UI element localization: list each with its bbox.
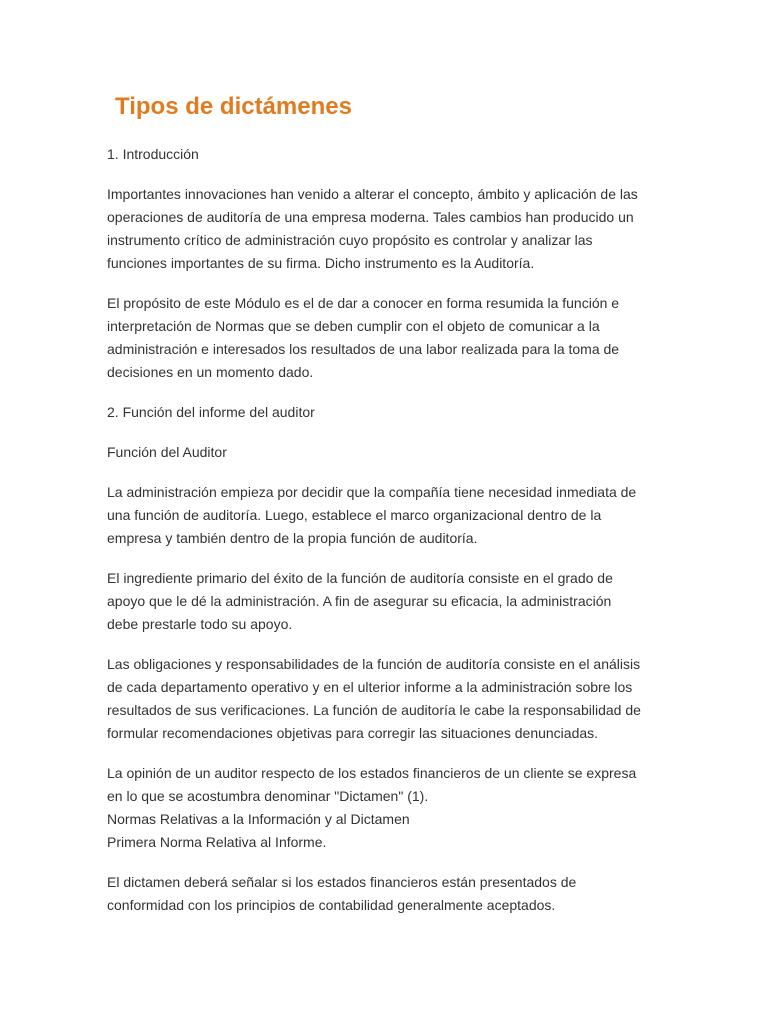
paragraph-line: apoyo que le dé la administración. A fin de asegurar su eficacia, la administración (107, 593, 612, 609)
paragraph-line: El ingrediente primario del éxito de la función de auditoría consiste en el grado de (107, 570, 613, 586)
paragraph-line: en lo que se acostumbra denominar "Dictamen" (1). (107, 788, 429, 804)
paragraph (107, 762, 667, 854)
paragraph-line: El propósito de este Módulo es el de dar a conocer en forma resumida la función e (107, 295, 620, 311)
paragraph-line: instrumento crítico de administración cuyo propósito es controlar y analizar las (107, 232, 593, 248)
paragraph (107, 481, 667, 550)
paragraph-line: Primera Norma Relativa al Informe. (107, 834, 327, 850)
paragraph-line: conformidad con los principios de contabilidad generalmente aceptados. (107, 897, 556, 913)
paragraph-line: El dictamen deberá señalar si los estados financieros están presentados de (107, 874, 577, 890)
paragraph (107, 183, 667, 275)
paragraph-line: de cada departamento operativo y en el ulterior informe a la administración sobre los (107, 679, 633, 695)
paragraph-line: funciones importantes de su firma. Dicho instrumento es la Auditoría. (107, 255, 535, 271)
paragraph-line: empresa y también dentro de la propia función de auditoría. (107, 530, 478, 546)
paragraph-line: debe prestarle todo su apoyo. (107, 616, 293, 632)
paragraph-line: resultados de sus verificaciones. La función de auditoría le cabe la responsabilidad de (107, 702, 641, 718)
document-title: Tipos de dictámenes (115, 93, 352, 120)
paragraph-line: 1. Introducción (107, 146, 199, 162)
paragraph-line: administración e interesados los resultados de una labor realizada para la toma de (107, 341, 620, 357)
paragraph-line: La administración empieza por decidir que la compañía tiene necesidad inmediata de (107, 484, 637, 500)
paragraph (107, 653, 667, 745)
paragraph (107, 441, 667, 464)
paragraph-line: 2. Función del informe del auditor (107, 404, 315, 420)
document-body (107, 143, 667, 934)
paragraph (107, 143, 667, 166)
paragraph-line: formular recomendaciones objetivas para corregir las situaciones denunciadas. (107, 725, 599, 741)
paragraph-line: Importantes innovaciones han venido a alterar el concepto, ámbito y aplicación de las (107, 186, 638, 202)
paragraph (107, 871, 667, 917)
paragraph-line: La opinión de un auditor respecto de los estados financieros de un cliente se expresa (107, 765, 637, 781)
paragraph-line: Normas Relativas a la Información y al Dictamen (107, 811, 410, 827)
paragraph-line: Función del Auditor (107, 444, 227, 460)
paragraph-line: interpretación de Normas que se deben cumplir con el objeto de comunicar a la (107, 318, 600, 334)
paragraph (107, 401, 667, 424)
paragraph (107, 567, 667, 636)
paragraph (107, 292, 667, 384)
paragraph-line: una función de auditoría. Luego, establece el marco organizacional dentro de la (107, 507, 602, 523)
paragraph-line: Las obligaciones y responsabilidades de la función de auditoría consiste en el análisis (107, 656, 641, 672)
paragraph-line: operaciones de auditoría de una empresa moderna. Tales cambios han producido un (107, 209, 634, 225)
paragraph-line: decisiones en un momento dado. (107, 364, 314, 380)
